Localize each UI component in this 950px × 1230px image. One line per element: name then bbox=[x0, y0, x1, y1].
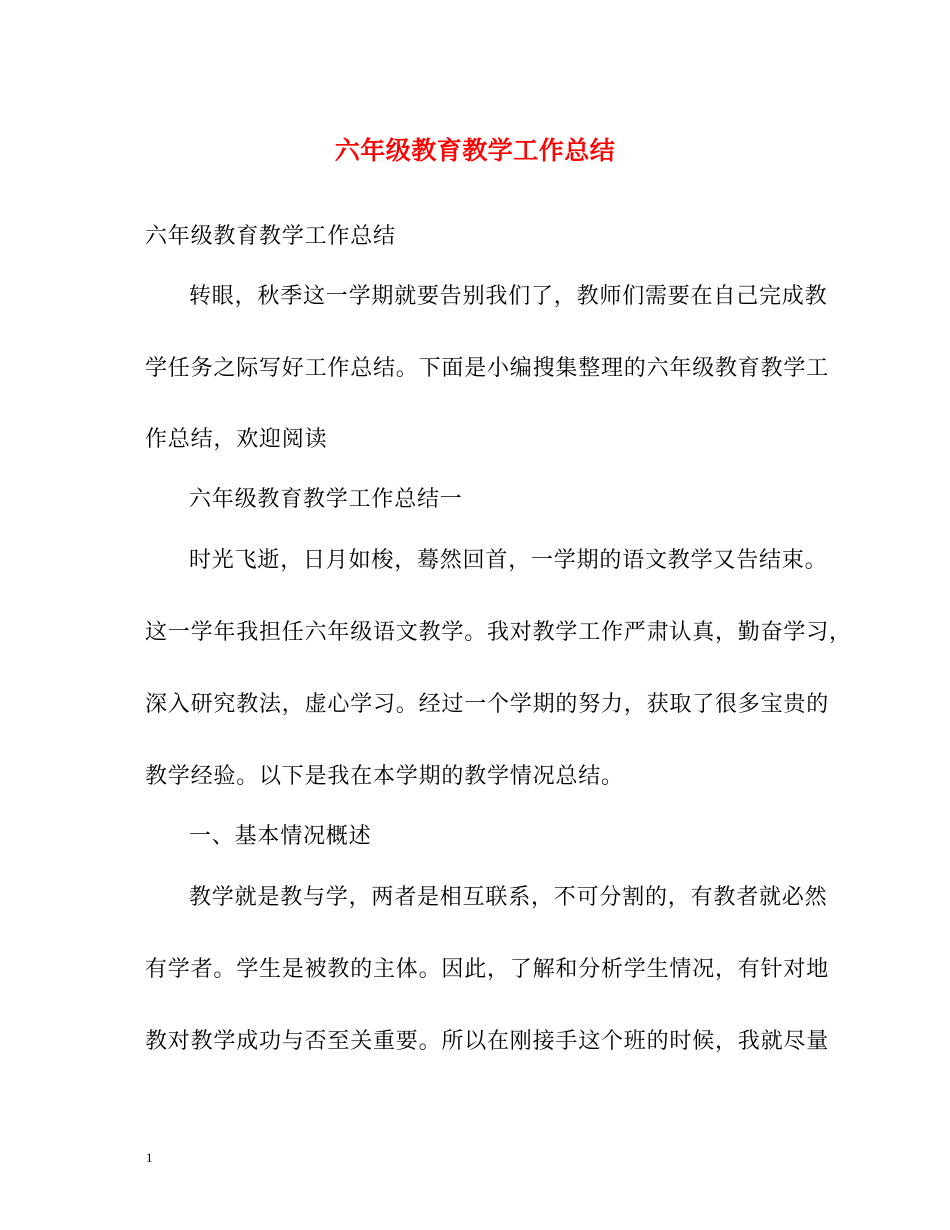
subtitle-line: 六年级教育教学工作总结 bbox=[145, 224, 396, 249]
document-title: 六年级教育教学工作总结 bbox=[334, 136, 616, 165]
paragraph-line: 教学就是教与学，两者是相互联系，不可分割的，有教者就必然 bbox=[189, 885, 828, 910]
paragraph-line: 深入研究教法，虚心学习。经过一个学期的努力，获取了很多宝贵的 bbox=[145, 692, 830, 717]
paragraph-line: 转眼，秋季这一学期就要告别我们了，教师们需要在自己完成教 bbox=[189, 284, 828, 309]
section-heading: 六年级教育教学工作总结一 bbox=[189, 487, 463, 512]
paragraph-line: 这一学年我担任六年级语文教学。我对教学工作严肃认真，勤奋学习， bbox=[145, 620, 852, 645]
paragraph-line: 时光飞逝，日月如梭，蓦然回首，一学期的语文教学又告结束。 bbox=[189, 548, 828, 573]
section-heading: 一、基本情况概述 bbox=[189, 824, 372, 849]
paragraph-line: 学任务之际写好工作总结。下面是小编搜集整理的六年级教育教学工 bbox=[145, 356, 830, 381]
paragraph-line: 作总结，欢迎阅读 bbox=[145, 427, 328, 452]
page-number: 1 bbox=[146, 1150, 153, 1165]
paragraph-line: 教学经验。以下是我在本学期的教学情况总结。 bbox=[145, 764, 624, 789]
paragraph-line: 有学者。学生是被教的主体。因此，了解和分析学生情况，有针对地 bbox=[145, 957, 830, 982]
paragraph-line: 教对教学成功与否至关重要。所以在刚接手这个班的时候，我就尽量 bbox=[145, 1029, 830, 1054]
